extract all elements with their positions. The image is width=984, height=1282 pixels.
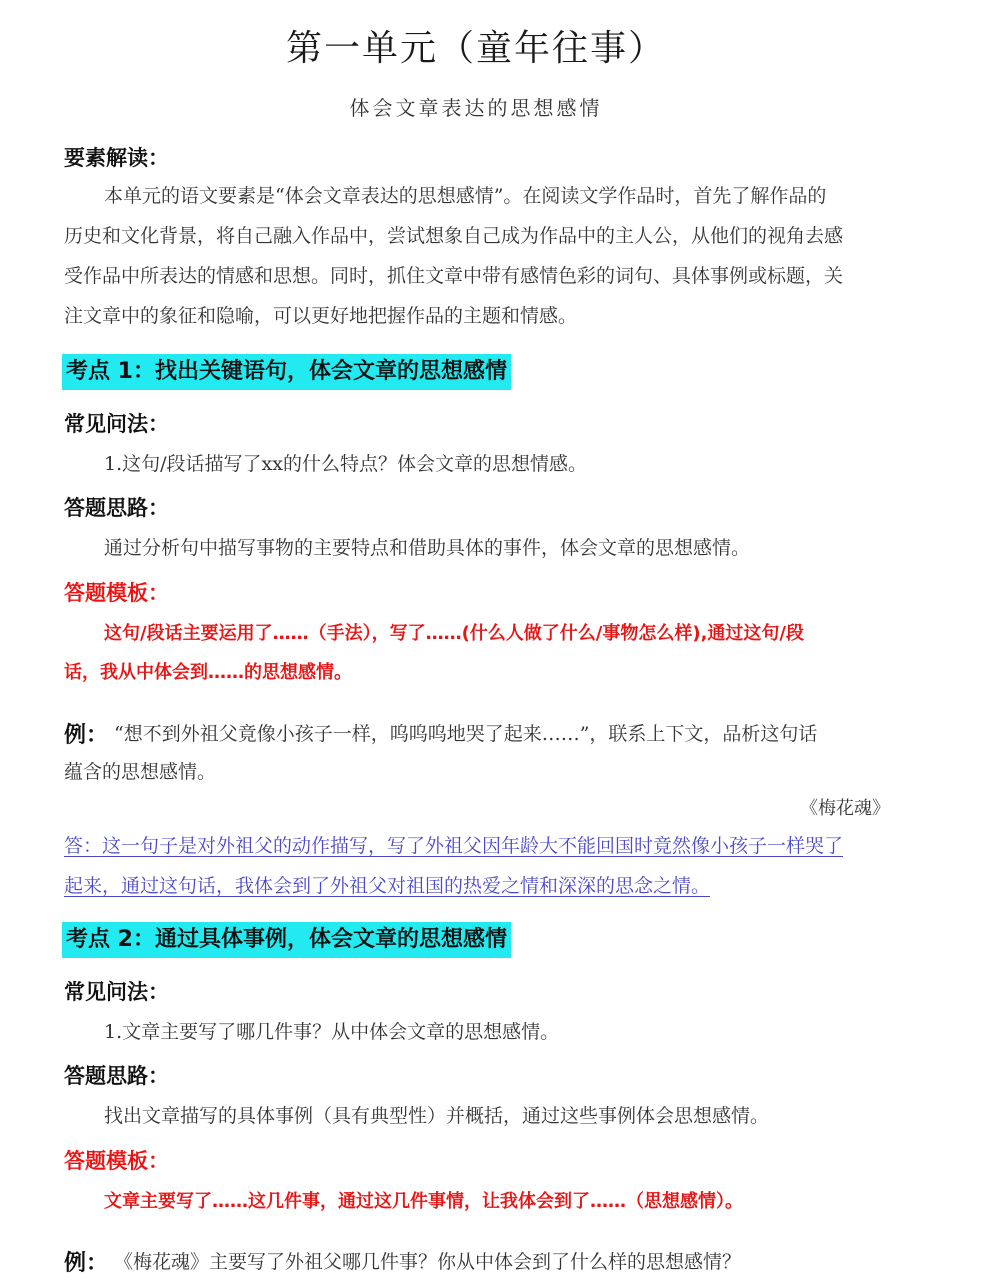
point1-approach: 通过分析句中描写事物的主要特点和借助具体的事件，体会文章的思想感情。 xyxy=(104,537,751,559)
point1-example-line-1: “想不到外祖父竟像小孩子一样，呜呜呜地哭了起来……”，联系上下文，品析这句话 xyxy=(114,723,818,745)
point1-question-heading: 常见问法： xyxy=(64,412,169,436)
point1-template-line-1: 这句/段话主要运用了……（手法），写了……(什么人做了什么/事物怎么样),通过这句/段 xyxy=(104,623,805,644)
page-subtitle: 体会文章表达的思想感情 xyxy=(349,96,603,120)
intro-line-1: 本单元的语文要素是“体会文章表达的思想感情”。在阅读文学作品时，首先了解作品的 xyxy=(104,185,827,207)
point2-question-heading: 常见问法： xyxy=(64,980,169,1004)
point1-example-line-2: 蕴含的思想感情。 xyxy=(64,761,217,783)
intro-heading: 要素解读： xyxy=(64,146,169,170)
point1-template-line-2: 话，我从中体会到……的思想感情。 xyxy=(64,662,352,683)
point2-title: 考点 2：通过具体事例，体会文章的思想感情 xyxy=(62,922,511,958)
point1-source: 《梅花魂》 xyxy=(800,798,890,819)
point2-template-heading: 答题模板： xyxy=(64,1149,169,1173)
point1-example-label: 例： xyxy=(64,723,109,748)
point2-example-label: 例： xyxy=(64,1251,109,1276)
point1-answer-line-1: 答：这一句子是对外祖父的动作描写，写了外祖父因年龄大不能回国时竟然像小孩子一样哭了 xyxy=(64,835,844,857)
point1-question: 1.这句/段话描写了xx的什么特点？体会文章的思想情感。 xyxy=(104,453,587,475)
intro-line-2: 历史和文化背景，将自己融入作品中，尝试想象自己成为作品中的主人公，从他们的视角去感 xyxy=(64,225,844,247)
point2-example: 《梅花魂》主要写了外祖父哪几件事？你从中体会到了什么样的思想感情？ xyxy=(114,1251,742,1273)
point2-question: 1.文章主要写了哪几件事？从中体会文章的思想感情。 xyxy=(104,1021,560,1043)
point1-template-heading: 答题模板： xyxy=(64,581,169,605)
point2-template: 文章主要写了……这几件事，通过这几件事情，让我体会到了……（思想感情）。 xyxy=(104,1191,743,1212)
point2-approach-heading: 答题思路： xyxy=(64,1064,169,1088)
point1-approach-heading: 答题思路： xyxy=(64,496,169,520)
intro-line-4: 注文章中的象征和隐喻，可以更好地把握作品的主题和情感。 xyxy=(64,305,578,327)
intro-line-3: 受作品中所表达的情感和思想。同时，抓住文章中带有感情色彩的词句、具体事例或标题，关 xyxy=(64,265,844,287)
point1-answer-line-2: 起来，通过这句话，我体会到了外祖父对祖国的热爱之情和深深的思念之情。 xyxy=(64,875,711,897)
point1-title: 考点 1：找出关键语句，体会文章的思想感情 xyxy=(62,354,511,390)
page-title: 第一单元（童年往事） xyxy=(285,28,666,69)
point2-approach: 找出文章描写的具体事例（具有典型性）并概括，通过这些事例体会思想感情。 xyxy=(104,1105,770,1127)
